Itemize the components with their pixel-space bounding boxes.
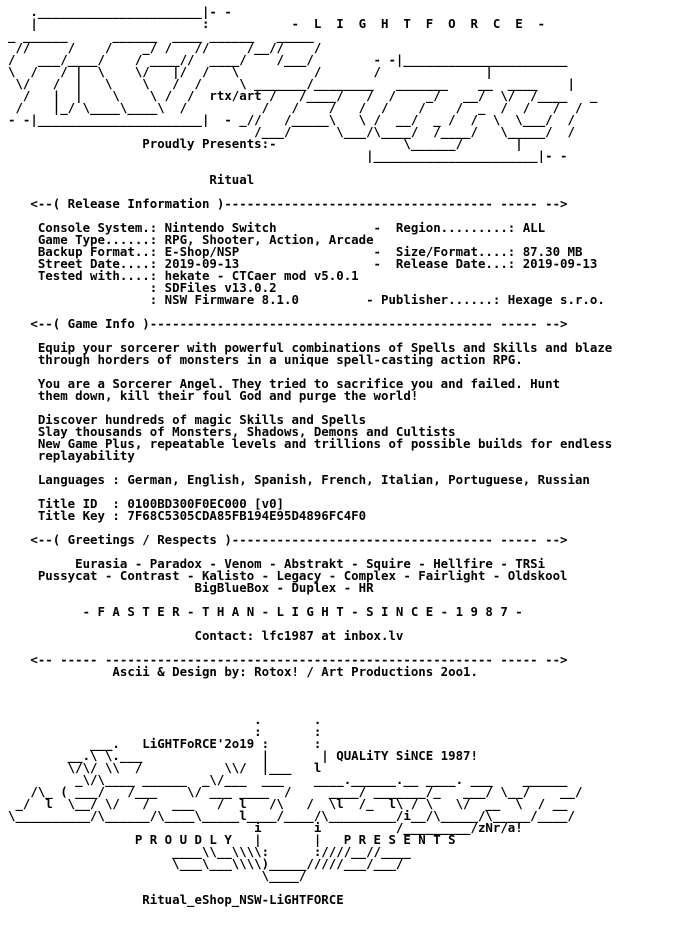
nfo-line: Languages : German, English, Spanish, French, Italian, Portuguese, Russian (8, 472, 590, 487)
nfo-line: - -|______________________| - _// /_____\ \ / __/ _ / / \ \___/ / (8, 112, 575, 127)
nfo-line: : NSW Firmware 8.1.0 - Publisher......: Hexage s.r.o. (8, 292, 605, 307)
nfo-line: Console System.: Nintendo Switch - Region.........: ALL (8, 220, 546, 235)
nfo-line: __.\ \.___ | | QUALiTY SiNCE 1987! (8, 748, 478, 763)
nfo-line: i i /_________/zNr/a! (8, 820, 523, 835)
nfo-line: _ ______ ______ ____ ______ _____ (8, 28, 314, 43)
nfo-line: through horders of monsters in a unique spell-casting action RPG. (8, 352, 523, 367)
nfo-text (8, 6, 680, 906)
nfo-line: \__________/\______/\____\_____l____/____/\_________/i__/\_____/\_____/____/ (8, 808, 575, 823)
nfo-line: /\_ ( ___/ /___ \/ ___ ____ / ____/ _______/_ ___/ \__/ __/ (8, 784, 583, 799)
nfo-line: Ritual_eShop_NSW-LiGHTFORCE (8, 892, 344, 907)
nfo-line: \/ / | \ \ / / \ _______/________ _______ __ ____ | (8, 76, 575, 91)
nfo-line: New Game Plus, repeatable levels and trillions of possible builds for endless (8, 436, 613, 451)
nfo-line: \___\___\\\\)_____/////___/___/ (8, 856, 404, 871)
nfo-line: <--( Release Information )------------------------------------ ----- --> (8, 196, 568, 211)
nfo-line: | : - L I G H T F O R C E - (8, 16, 546, 31)
nfo-line: \/\/ \\ / \\/ |___ l (8, 760, 322, 775)
nfo-line: Slay thousands of Monsters, Shadows, Demons and Cultists (8, 424, 456, 439)
nfo-line: them down, kill their foul God and purge the world! (8, 388, 419, 403)
nfo-line: : SDFiles v13.0.2 (8, 280, 277, 295)
nfo-line: _/ l \__/ \/ / ___ / l /\ / \l /_ l\ / \ \/ __ \ / __ (8, 796, 568, 811)
nfo-line: Proudly Presents:- \______/ | (8, 136, 523, 151)
nfo-line: Eurasia - Paradox - Venom - Abstrakt - Squire - Hellfire - TRSi (8, 556, 546, 571)
nfo-line: / ___/____/ / ____// ____/ /___/ - -|______________________ (8, 52, 568, 67)
nfo-line: Tested with....: hekate - CTCaer mod v5.0.1 (8, 268, 359, 283)
nfo-line: ____\\__\\\\: :////__//____ (8, 844, 411, 859)
nfo-line: Pussycat - Contrast - Kalisto - Legacy - Complex - Fairlight - Oldskool (8, 568, 568, 583)
nfo-line: Street Date....: 2019-09-13 - Release Date...: 2019-09-13 (8, 256, 598, 271)
nfo-line: Backup Format..: E-Shop/NSP - Size/Format....: 87.30 MB (8, 244, 583, 259)
nfo-line: Contact: lfc1987 at inbox.lv (8, 628, 404, 643)
nfo-line: <-- ----- ---------------------------------------------------- ----- --> (8, 652, 568, 667)
nfo-line: . . (8, 712, 322, 727)
nfo-line: /___/ \___/\____/ /____/ \_____/ / (8, 124, 575, 139)
nfo-line: You are a Sorcerer Angel. They tried to sacrifice you and failed. Hunt (8, 376, 561, 391)
nfo-line: : : (8, 724, 322, 739)
nfo-line: Ritual (8, 172, 255, 187)
nfo-line: Title ID : 0100BD300F0EC000 [v0] (8, 496, 285, 511)
nfo-line: // / / _/ / // /__// / (8, 40, 322, 55)
nfo-line: \ / / | \ \/ |/ / \ / / | (8, 64, 493, 79)
nfo-line: <--( Greetings / Respects )----------------------------------- ----- --> (8, 532, 568, 547)
nfo-line: <--( Game Info )---------------------------------------------- ----- --> (8, 316, 568, 331)
nfo-line: P R O U D L Y | | P R E S E N T S (8, 832, 456, 847)
nfo-line: .______________________|- - (8, 4, 232, 19)
nfo-line: / |_/ \____\____\ / / / / / / / / _ / / / / (8, 100, 583, 115)
nfo-line: / | | \ \ / / rtx/art / /____/ / / _/ __/ \/ /____ _ (8, 88, 598, 103)
nfo-line: Discover hundreds of magic Skills and Spells (8, 412, 367, 427)
nfo-line: replayability (8, 448, 135, 463)
nfo-line: BigBlueBox - Duplex - HR (8, 580, 374, 595)
nfo-line: Equip your sorcerer with powerful combinations of Spells and Skills and blaze (8, 340, 613, 355)
nfo-line: |______________________|- - (8, 148, 568, 163)
nfo-line: \____/ (8, 868, 307, 883)
nfo-line: - F A S T E R - T H A N - L I G H T - S I N C E - 1 9 8 7 - (8, 604, 523, 619)
nfo-line: Title Key : 7F68C5305CDA85FB194E95D4896FC4F0 (8, 508, 367, 523)
nfo-line: Game Type......: RPG, Shooter, Action, Arcade (8, 232, 374, 247)
nfo-line: _\/\____ ______ _\/___ ___ ____.______.__ ____. ___ ______ (8, 772, 568, 787)
nfo-line: Ascii & Design by: Rotox! / Art Productions 2oo1. (8, 664, 478, 679)
nfo-line: ___. LiGHTFoRCE'2o19 : : (8, 736, 322, 751)
